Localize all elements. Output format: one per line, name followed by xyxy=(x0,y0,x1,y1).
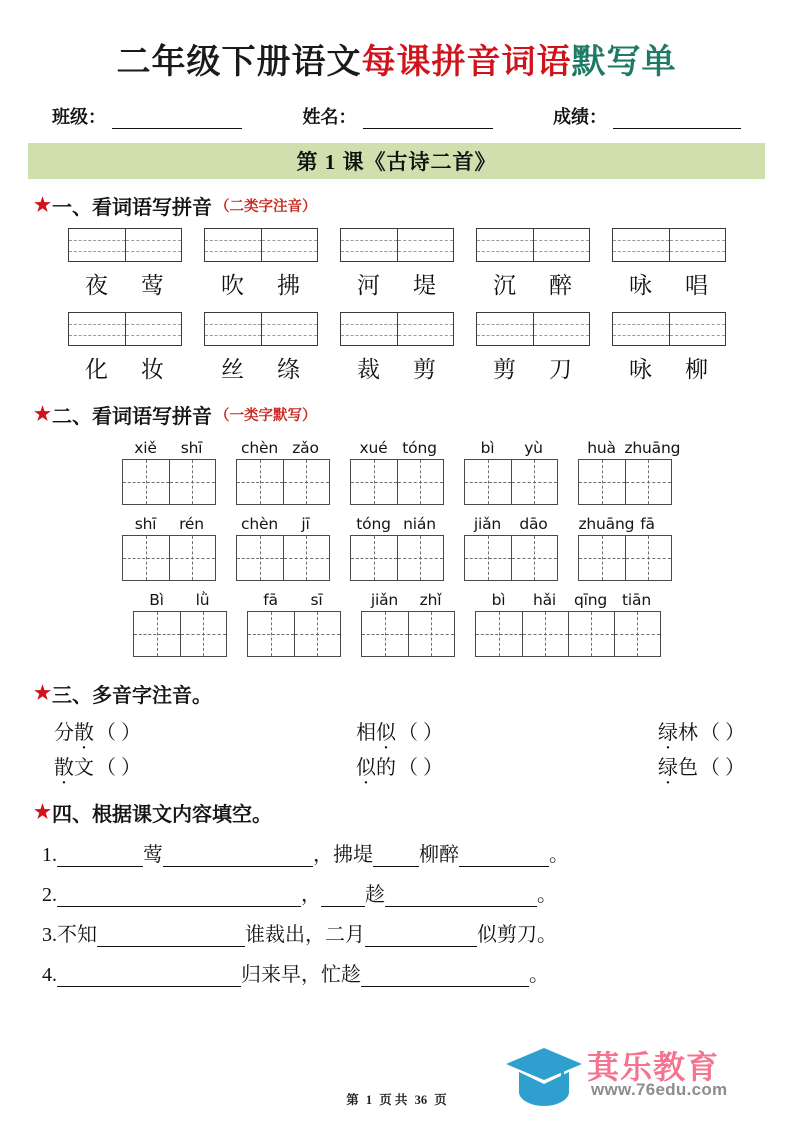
word-label xyxy=(341,267,453,300)
section-2-note: （一类字默写） xyxy=(215,408,317,425)
page-title xyxy=(0,0,793,81)
character-item xyxy=(350,515,444,581)
character-answer-box[interactable] xyxy=(475,611,661,657)
line-number: 1. xyxy=(42,844,57,867)
character-cell[interactable] xyxy=(511,536,557,580)
pinyin-syllable: yù xyxy=(524,439,543,458)
polyphonic-word-prefix: 相 xyxy=(356,722,376,745)
polyphonic-target-character: 似 · xyxy=(356,751,376,780)
polyphonic-item xyxy=(658,751,745,780)
character-cell[interactable] xyxy=(294,612,340,656)
pinyin-answer-box[interactable] xyxy=(68,228,182,262)
polyphonic-item xyxy=(356,751,443,780)
page-title-part-type: 默写单 xyxy=(571,44,677,81)
footer-mid: 页 共 xyxy=(379,1093,408,1107)
word-label xyxy=(69,351,181,384)
pinyin-box-row xyxy=(0,228,793,300)
polyphonic-word-suffix: 林 xyxy=(678,722,698,745)
word-item xyxy=(340,312,454,384)
watermark-url: www.76edu.com xyxy=(591,1080,728,1099)
character-cell[interactable] xyxy=(476,612,522,656)
section-4-heading xyxy=(34,798,793,827)
word-character: 妆 xyxy=(141,357,164,383)
section-1-title: 一、看词语写拼音 xyxy=(52,197,213,220)
pinyin-syllable: fā xyxy=(640,515,655,534)
pinyin-cell[interactable] xyxy=(205,313,261,345)
line-text: 似剪刀。 xyxy=(477,924,557,947)
word-item xyxy=(204,312,318,384)
line-text: 。 xyxy=(537,884,557,907)
pinyin-answer-box[interactable] xyxy=(204,228,318,262)
character-answer-box[interactable] xyxy=(122,535,216,581)
pinyin-cell[interactable] xyxy=(261,313,317,345)
pinyin-prompt xyxy=(579,439,681,458)
polyphonic-target-character: 散 · xyxy=(54,751,74,780)
word-label xyxy=(69,267,181,300)
word-character: 堤 xyxy=(413,273,436,299)
word-character: 剪 xyxy=(493,357,516,383)
star-icon: ★ xyxy=(34,195,52,217)
word-label xyxy=(477,351,589,384)
field-name xyxy=(303,103,493,129)
answer-blank[interactable] xyxy=(365,927,477,947)
pinyin-syllable: jiǎn xyxy=(473,515,502,534)
word-character: 剪 xyxy=(413,357,436,383)
section-4-title: 四、根据课文内容填空。 xyxy=(52,804,273,827)
character-cell[interactable] xyxy=(169,536,215,580)
answer-blank[interactable] xyxy=(459,847,549,867)
character-item xyxy=(475,591,661,657)
pinyin-cell[interactable] xyxy=(341,313,397,345)
character-box-row xyxy=(0,515,793,581)
line-text: 谁裁出，二月 xyxy=(245,924,365,947)
pinyin-answer-box[interactable] xyxy=(340,312,454,346)
character-answer-box[interactable] xyxy=(350,459,444,505)
pinyin-cell[interactable] xyxy=(397,229,453,261)
character-item xyxy=(122,515,216,581)
pinyin-syllable: zhǐ xyxy=(419,591,442,610)
star-icon: ★ xyxy=(34,683,52,705)
field-score-label: 成绩： xyxy=(553,107,607,128)
pinyin-syllable: qīng xyxy=(573,591,607,610)
character-cell[interactable] xyxy=(283,460,329,504)
polyphonic-word-suffix: 文 xyxy=(74,757,94,780)
pinyin-syllable: huà xyxy=(587,439,616,458)
pinyin-cell[interactable] xyxy=(205,229,261,261)
line-number: 3. xyxy=(42,924,57,947)
pinyin-answer-box[interactable] xyxy=(476,312,590,346)
field-class-label: 班级： xyxy=(52,107,106,128)
character-cell[interactable] xyxy=(614,612,660,656)
pinyin-syllable: bì xyxy=(491,591,506,610)
polyphonic-row xyxy=(0,751,793,780)
word-character: 刀 xyxy=(549,357,572,383)
line-text: 不知 xyxy=(57,924,97,947)
polyphonic-answer-parens[interactable]: （ ） xyxy=(96,757,141,780)
line-text: 。 xyxy=(529,964,549,987)
pinyin-syllable: xué xyxy=(359,439,388,458)
pinyin-answer-box[interactable] xyxy=(476,228,590,262)
star-icon: ★ xyxy=(34,802,52,824)
character-cell[interactable] xyxy=(362,612,408,656)
pinyin-cell[interactable] xyxy=(533,313,589,345)
pinyin-prompt xyxy=(134,591,226,609)
pinyin-cell[interactable] xyxy=(477,313,533,345)
word-label xyxy=(341,351,453,384)
field-class xyxy=(52,103,242,129)
pinyin-syllable: tiān xyxy=(622,591,651,610)
word-character: 河 xyxy=(357,273,380,299)
pinyin-syllable: jī xyxy=(301,515,310,534)
page-footer xyxy=(0,1090,793,1108)
section-2-body xyxy=(0,439,793,657)
pinyin-prompt xyxy=(351,515,443,533)
character-cell[interactable] xyxy=(169,460,215,504)
pinyin-prompt xyxy=(351,439,443,457)
line-text: 。 xyxy=(549,844,569,867)
character-box-row xyxy=(0,439,793,505)
word-character: 绦 xyxy=(277,357,300,383)
pinyin-cell[interactable] xyxy=(669,313,725,345)
line-text: 趁 xyxy=(365,884,385,907)
character-cell[interactable] xyxy=(625,536,671,580)
student-info-row xyxy=(0,81,793,129)
pinyin-syllable: zhuāng xyxy=(578,515,635,534)
character-answer-box[interactable] xyxy=(578,535,672,581)
polyphonic-item xyxy=(658,716,745,745)
word-character: 咏 xyxy=(629,273,652,299)
character-item xyxy=(578,439,681,505)
pinyin-syllable: rén xyxy=(179,515,204,534)
character-item xyxy=(122,439,216,505)
fill-blank-line xyxy=(42,958,753,987)
section-2-heading xyxy=(34,400,793,429)
pinyin-cell[interactable] xyxy=(397,313,453,345)
page-title-part-grade: 二年级下册语文 xyxy=(116,44,362,81)
character-cell[interactable] xyxy=(134,612,180,656)
pinyin-syllable: zǎo xyxy=(292,439,319,458)
polyphonic-word-suffix: 色 xyxy=(678,757,698,780)
watermark-brand: 萁乐教育 xyxy=(587,1049,720,1085)
star-icon: ★ xyxy=(34,404,52,426)
line-text: ， xyxy=(313,844,333,867)
pinyin-prompt xyxy=(123,439,215,457)
character-cell[interactable] xyxy=(625,460,671,504)
character-answer-box[interactable] xyxy=(361,611,455,657)
lesson-title-text: 第 1 课《古诗二首》 xyxy=(296,150,497,175)
word-label xyxy=(205,267,317,300)
pinyin-syllable: bì xyxy=(480,439,495,458)
pinyin-syllable: zhuāng xyxy=(624,439,681,458)
word-character: 拂 xyxy=(277,273,300,299)
answer-blank[interactable] xyxy=(361,967,529,987)
line-text: ， xyxy=(301,884,321,907)
pinyin-syllable: shī xyxy=(134,515,157,534)
pinyin-cell[interactable] xyxy=(669,229,725,261)
polyphonic-word-suffix: 的 xyxy=(376,757,396,780)
word-character: 莺 xyxy=(141,273,164,299)
fill-blank-line xyxy=(42,838,753,867)
pinyin-prompt xyxy=(465,515,557,533)
character-cell[interactable] xyxy=(351,460,397,504)
pinyin-answer-box[interactable] xyxy=(204,312,318,346)
character-cell[interactable] xyxy=(465,460,511,504)
word-character: 吹 xyxy=(221,273,244,299)
pinyin-syllable: Bì xyxy=(149,591,164,610)
section-1-note: （二类字注音） xyxy=(215,199,317,216)
pinyin-prompt xyxy=(465,439,557,457)
footer-total-pages: 36 xyxy=(414,1093,428,1107)
pinyin-answer-box[interactable] xyxy=(340,228,454,262)
pinyin-cell[interactable] xyxy=(533,229,589,261)
word-character: 裁 xyxy=(357,357,380,383)
pinyin-cell[interactable] xyxy=(125,313,181,345)
polyphonic-answer-parens[interactable]: （ ） xyxy=(96,722,141,745)
character-item xyxy=(133,591,227,657)
character-answer-box[interactable] xyxy=(578,459,672,505)
answer-blank[interactable] xyxy=(57,967,241,987)
section-1-body xyxy=(0,228,793,384)
pinyin-prompt xyxy=(237,515,329,533)
character-answer-box[interactable] xyxy=(133,611,227,657)
character-cell[interactable] xyxy=(397,460,443,504)
pinyin-cell[interactable] xyxy=(341,229,397,261)
character-cell[interactable] xyxy=(248,612,294,656)
word-character: 夜 xyxy=(85,273,108,299)
character-answer-box[interactable] xyxy=(464,459,558,505)
section-2-title: 二、看词语写拼音 xyxy=(52,406,213,429)
line-number: 4. xyxy=(42,964,57,987)
pinyin-syllable: shī xyxy=(180,439,203,458)
character-item xyxy=(247,591,341,657)
section-4-body xyxy=(0,838,793,987)
word-label xyxy=(613,267,725,300)
pinyin-prompt xyxy=(237,439,329,457)
pinyin-syllable: tóng xyxy=(356,515,391,534)
character-answer-box[interactable] xyxy=(350,535,444,581)
pinyin-syllable: chèn xyxy=(241,439,278,458)
field-name-input[interactable] xyxy=(363,111,493,129)
character-answer-box[interactable] xyxy=(236,459,330,505)
answer-blank[interactable] xyxy=(373,847,419,867)
character-cell[interactable] xyxy=(465,536,511,580)
character-box-row xyxy=(0,591,793,657)
word-character: 唱 xyxy=(685,273,708,299)
section-3-title: 三、多音字注音。 xyxy=(52,685,213,708)
polyphonic-answer-parens[interactable]: （ ） xyxy=(700,757,745,780)
pinyin-cell[interactable] xyxy=(261,229,317,261)
polyphonic-word-prefix: 分 xyxy=(54,722,74,745)
polyphonic-item xyxy=(356,716,443,745)
line-text: 归来早，忙趁 xyxy=(241,964,361,987)
word-character: 柳 xyxy=(685,357,708,383)
word-item xyxy=(612,228,726,300)
character-cell[interactable] xyxy=(351,536,397,580)
line-number: 2. xyxy=(42,884,57,907)
character-cell[interactable] xyxy=(237,536,283,580)
answer-blank[interactable] xyxy=(97,927,245,947)
character-item xyxy=(464,515,558,581)
pinyin-prompt xyxy=(476,591,660,609)
answer-blank[interactable] xyxy=(163,847,313,867)
character-cell[interactable] xyxy=(568,612,614,656)
footer-suffix: 页 xyxy=(434,1093,447,1107)
pinyin-cell[interactable] xyxy=(69,229,125,261)
section-3-heading xyxy=(34,679,793,708)
answer-blank[interactable] xyxy=(321,887,365,907)
character-cell[interactable] xyxy=(522,612,568,656)
pinyin-prompt xyxy=(362,591,454,609)
word-character: 沉 xyxy=(493,273,516,299)
character-cell[interactable] xyxy=(579,536,625,580)
polyphonic-target-character: 绿 · xyxy=(658,751,678,780)
line-text: 拂堤 xyxy=(333,844,373,867)
pinyin-cell[interactable] xyxy=(69,313,125,345)
character-answer-box[interactable] xyxy=(464,535,558,581)
polyphonic-target-character: 绿 · xyxy=(658,716,678,745)
word-item xyxy=(476,312,590,384)
pinyin-prompt xyxy=(579,515,671,533)
pinyin-syllable: chèn xyxy=(241,515,278,534)
pinyin-syllable: tóng xyxy=(402,439,437,458)
answer-blank[interactable] xyxy=(57,887,301,907)
lesson-title-band xyxy=(28,143,765,179)
character-cell[interactable] xyxy=(397,536,443,580)
fill-blank-line xyxy=(42,878,753,907)
word-label xyxy=(477,267,589,300)
pinyin-syllable: lǜ xyxy=(195,591,210,610)
pinyin-syllable: sī xyxy=(310,591,323,610)
word-character: 丝 xyxy=(221,357,244,383)
polyphonic-answer-parens[interactable]: （ ） xyxy=(700,722,745,745)
pinyin-syllable: nián xyxy=(403,515,436,534)
footer-prefix: 第 xyxy=(346,1093,359,1107)
word-character: 咏 xyxy=(629,357,652,383)
section-3-body xyxy=(0,716,793,780)
word-item xyxy=(68,312,182,384)
character-item xyxy=(578,515,672,581)
polyphonic-target-character: 散 · xyxy=(74,716,94,745)
pinyin-box-row xyxy=(0,312,793,384)
polyphonic-answer-parens[interactable]: （ ） xyxy=(398,757,443,780)
pinyin-answer-box[interactable] xyxy=(612,312,726,346)
field-name-label: 姓名： xyxy=(302,107,357,128)
pinyin-cell[interactable] xyxy=(613,229,669,261)
character-cell[interactable] xyxy=(123,536,169,580)
word-item xyxy=(612,312,726,384)
pinyin-syllable: xiě xyxy=(134,439,157,458)
page-title-part-topic: 每课拼音词语 xyxy=(361,44,572,81)
character-cell[interactable] xyxy=(579,460,625,504)
word-character: 化 xyxy=(85,357,108,383)
polyphonic-item xyxy=(54,751,141,780)
pinyin-prompt xyxy=(123,515,215,533)
character-answer-box[interactable] xyxy=(122,459,216,505)
character-item xyxy=(350,439,444,505)
footer-page-number: 1 xyxy=(365,1093,373,1107)
polyphonic-row xyxy=(0,716,793,745)
pinyin-cell[interactable] xyxy=(477,229,533,261)
word-label xyxy=(613,351,725,384)
answer-blank[interactable] xyxy=(385,887,537,907)
character-cell[interactable] xyxy=(408,612,454,656)
character-cell[interactable] xyxy=(237,460,283,504)
line-text: 柳醉 xyxy=(419,844,459,867)
word-item xyxy=(68,228,182,300)
field-score xyxy=(553,103,741,129)
pinyin-cell[interactable] xyxy=(125,229,181,261)
character-answer-box[interactable] xyxy=(247,611,341,657)
polyphonic-item xyxy=(54,716,141,745)
pinyin-syllable: fā xyxy=(263,591,278,610)
character-cell[interactable] xyxy=(283,536,329,580)
pinyin-syllable: jiǎn xyxy=(370,591,399,610)
field-score-input[interactable] xyxy=(613,111,741,129)
character-answer-box[interactable] xyxy=(236,535,330,581)
polyphonic-answer-parens[interactable]: （ ） xyxy=(398,722,443,745)
answer-blank[interactable] xyxy=(57,847,143,867)
word-item xyxy=(204,228,318,300)
pinyin-prompt xyxy=(248,591,340,609)
word-item xyxy=(340,228,454,300)
pinyin-syllable: hǎi xyxy=(532,591,557,610)
pinyin-cell[interactable] xyxy=(613,313,669,345)
word-character: 醉 xyxy=(549,273,572,299)
character-item xyxy=(361,591,455,657)
polyphonic-target-character: 似 · xyxy=(376,716,396,745)
field-class-input[interactable] xyxy=(112,111,242,129)
word-label xyxy=(205,351,317,384)
character-cell[interactable] xyxy=(511,460,557,504)
character-item xyxy=(236,439,330,505)
character-cell[interactable] xyxy=(180,612,226,656)
character-item xyxy=(236,515,330,581)
character-cell[interactable] xyxy=(123,460,169,504)
pinyin-answer-box[interactable] xyxy=(612,228,726,262)
section-1-heading xyxy=(34,191,793,220)
character-item xyxy=(464,439,558,505)
pinyin-syllable: dāo xyxy=(519,515,548,534)
fill-blank-line xyxy=(42,918,753,947)
line-text: 莺 xyxy=(143,844,163,867)
word-item xyxy=(476,228,590,300)
pinyin-answer-box[interactable] xyxy=(68,312,182,346)
